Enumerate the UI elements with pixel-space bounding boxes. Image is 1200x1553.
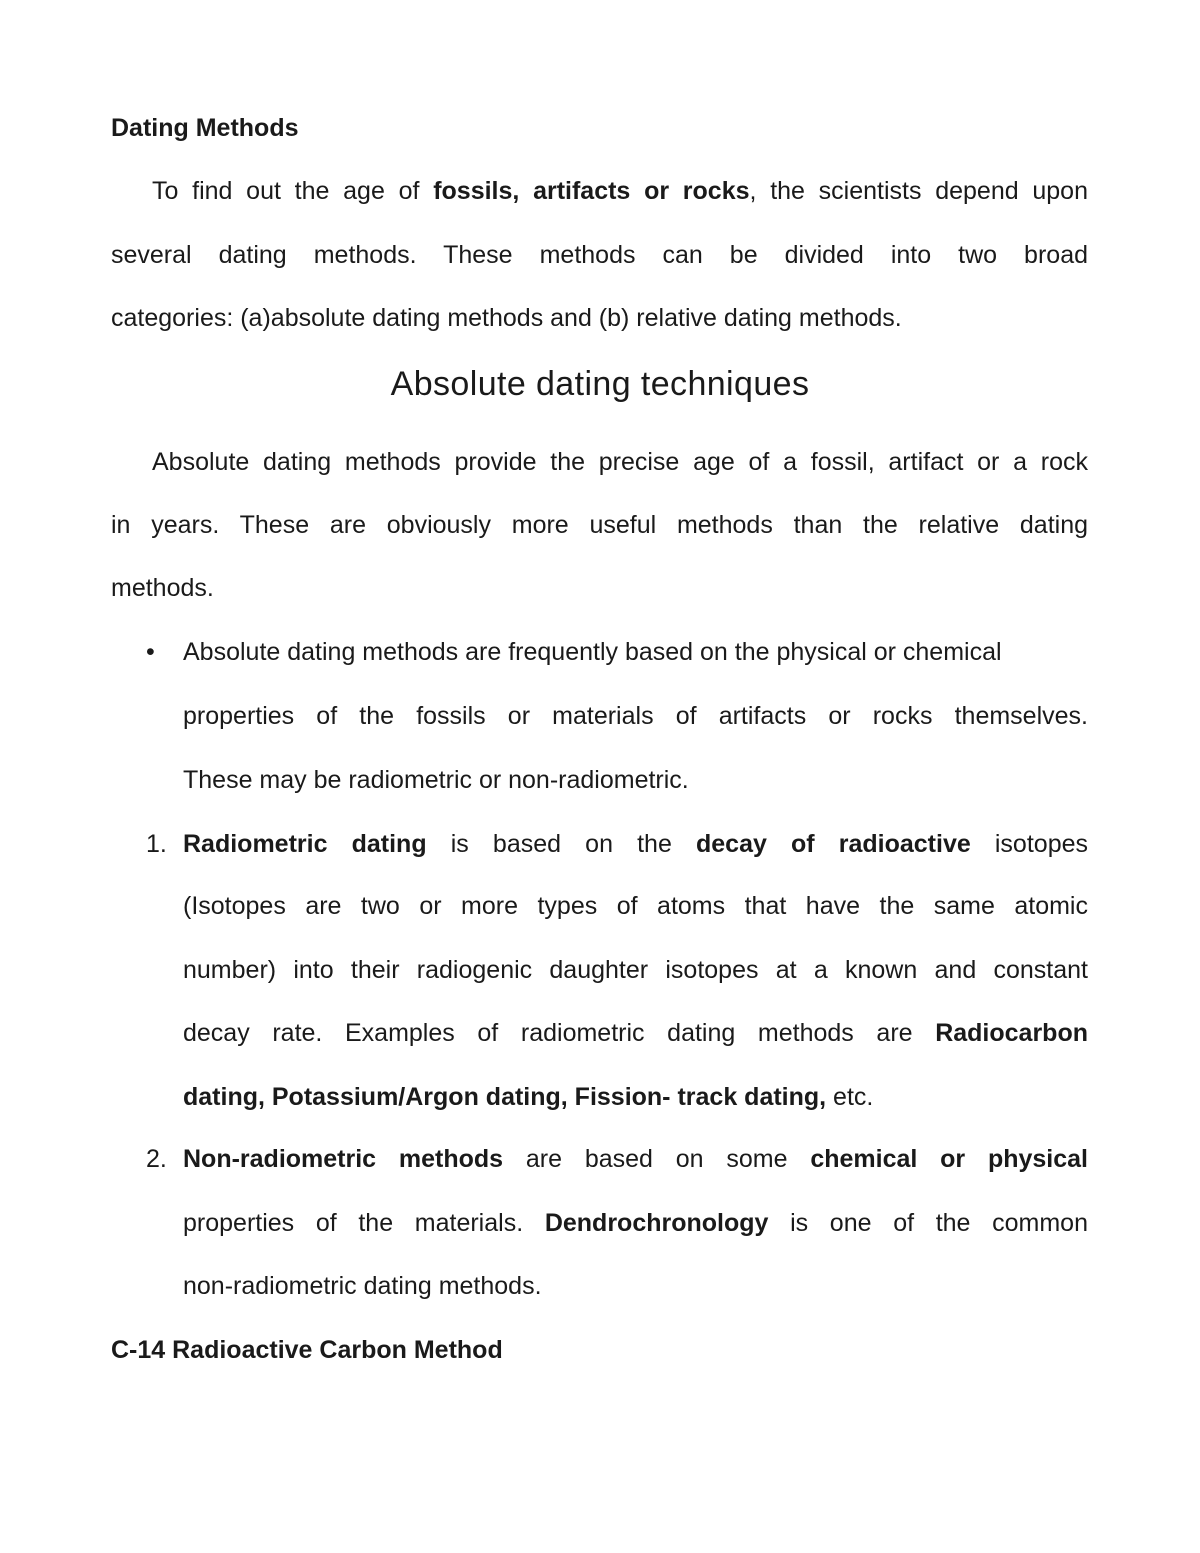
intro-text: To find out the age of (152, 177, 434, 205)
item2-bold-text: Dendrochronology (544, 1209, 769, 1237)
item1-line-4 (183, 1018, 1088, 1048)
item1-text: isotopes (970, 830, 1088, 858)
document-title: Dating Methods (111, 114, 299, 142)
item2-bold-text: Non-radiometric methods (183, 1145, 504, 1173)
absolute-para-line-1: Absolute dating methods provide the precise age of a fossil, artifact or a rock (152, 448, 1088, 476)
item1-text: decay rate. Examples of radiometric dating methods are (183, 1019, 936, 1047)
intro-line-3: categories: (a)absolute dating methods and (b) relative dating methods. (111, 304, 902, 332)
item1-text: is based on the (426, 830, 696, 858)
item1-line-1 (183, 829, 1088, 859)
item1-bold-text: Radiometric dating (183, 830, 427, 858)
list-number-2: 2. (146, 1145, 167, 1173)
item1-line-2: (Isotopes are two or more types of atoms that have the same atomic (183, 892, 1088, 920)
item2-text: is one of the common (768, 1209, 1088, 1237)
list-number-1: 1. (146, 830, 167, 858)
bullet-line-1: Absolute dating methods are frequently based on the physical or chemical (183, 638, 1002, 666)
bullet-line-2: properties of the fossils or materials of artifacts or rocks themselves. (183, 702, 1088, 730)
bullet-marker: • (146, 638, 155, 666)
subheading: C-14 Radioactive Carbon Method (111, 1336, 503, 1364)
item2-text: properties of the materials. (183, 1209, 545, 1237)
item1-line-5 (183, 1082, 1088, 1112)
item1-bold-text: Radiocarbon (935, 1019, 1088, 1047)
item2-line-2 (183, 1208, 1088, 1238)
intro-line-1 (152, 176, 1088, 206)
item1-text: etc. (826, 1083, 874, 1111)
bullet-line-3: These may be radiometric or non-radiometric. (183, 766, 689, 794)
intro-bold-text: fossils, artifacts or rocks (433, 177, 750, 205)
item1-line-3: number) into their radiogenic daughter isotopes at a known and constant (183, 956, 1088, 984)
intro-line-2: several dating methods. These methods can be divided into two broad (111, 241, 1088, 269)
item1-bold-text: dating, Potassium/Argon dating, Fission- track dating, (183, 1083, 827, 1111)
item2-bold-text: chemical or physical (810, 1145, 1089, 1173)
intro-text: , the scientists depend upon (749, 177, 1088, 205)
item2-line-1 (183, 1144, 1088, 1174)
section-title: Absolute dating techniques (390, 365, 810, 403)
absolute-para-line-3: methods. (111, 574, 214, 602)
item2-line-3: non-radiometric dating methods. (183, 1272, 542, 1300)
item1-bold-text: decay of radioactive (696, 830, 971, 858)
item2-text: are based on some (503, 1145, 811, 1173)
absolute-para-line-2: in years. These are obviously more useful methods than the relative dating (111, 511, 1088, 539)
